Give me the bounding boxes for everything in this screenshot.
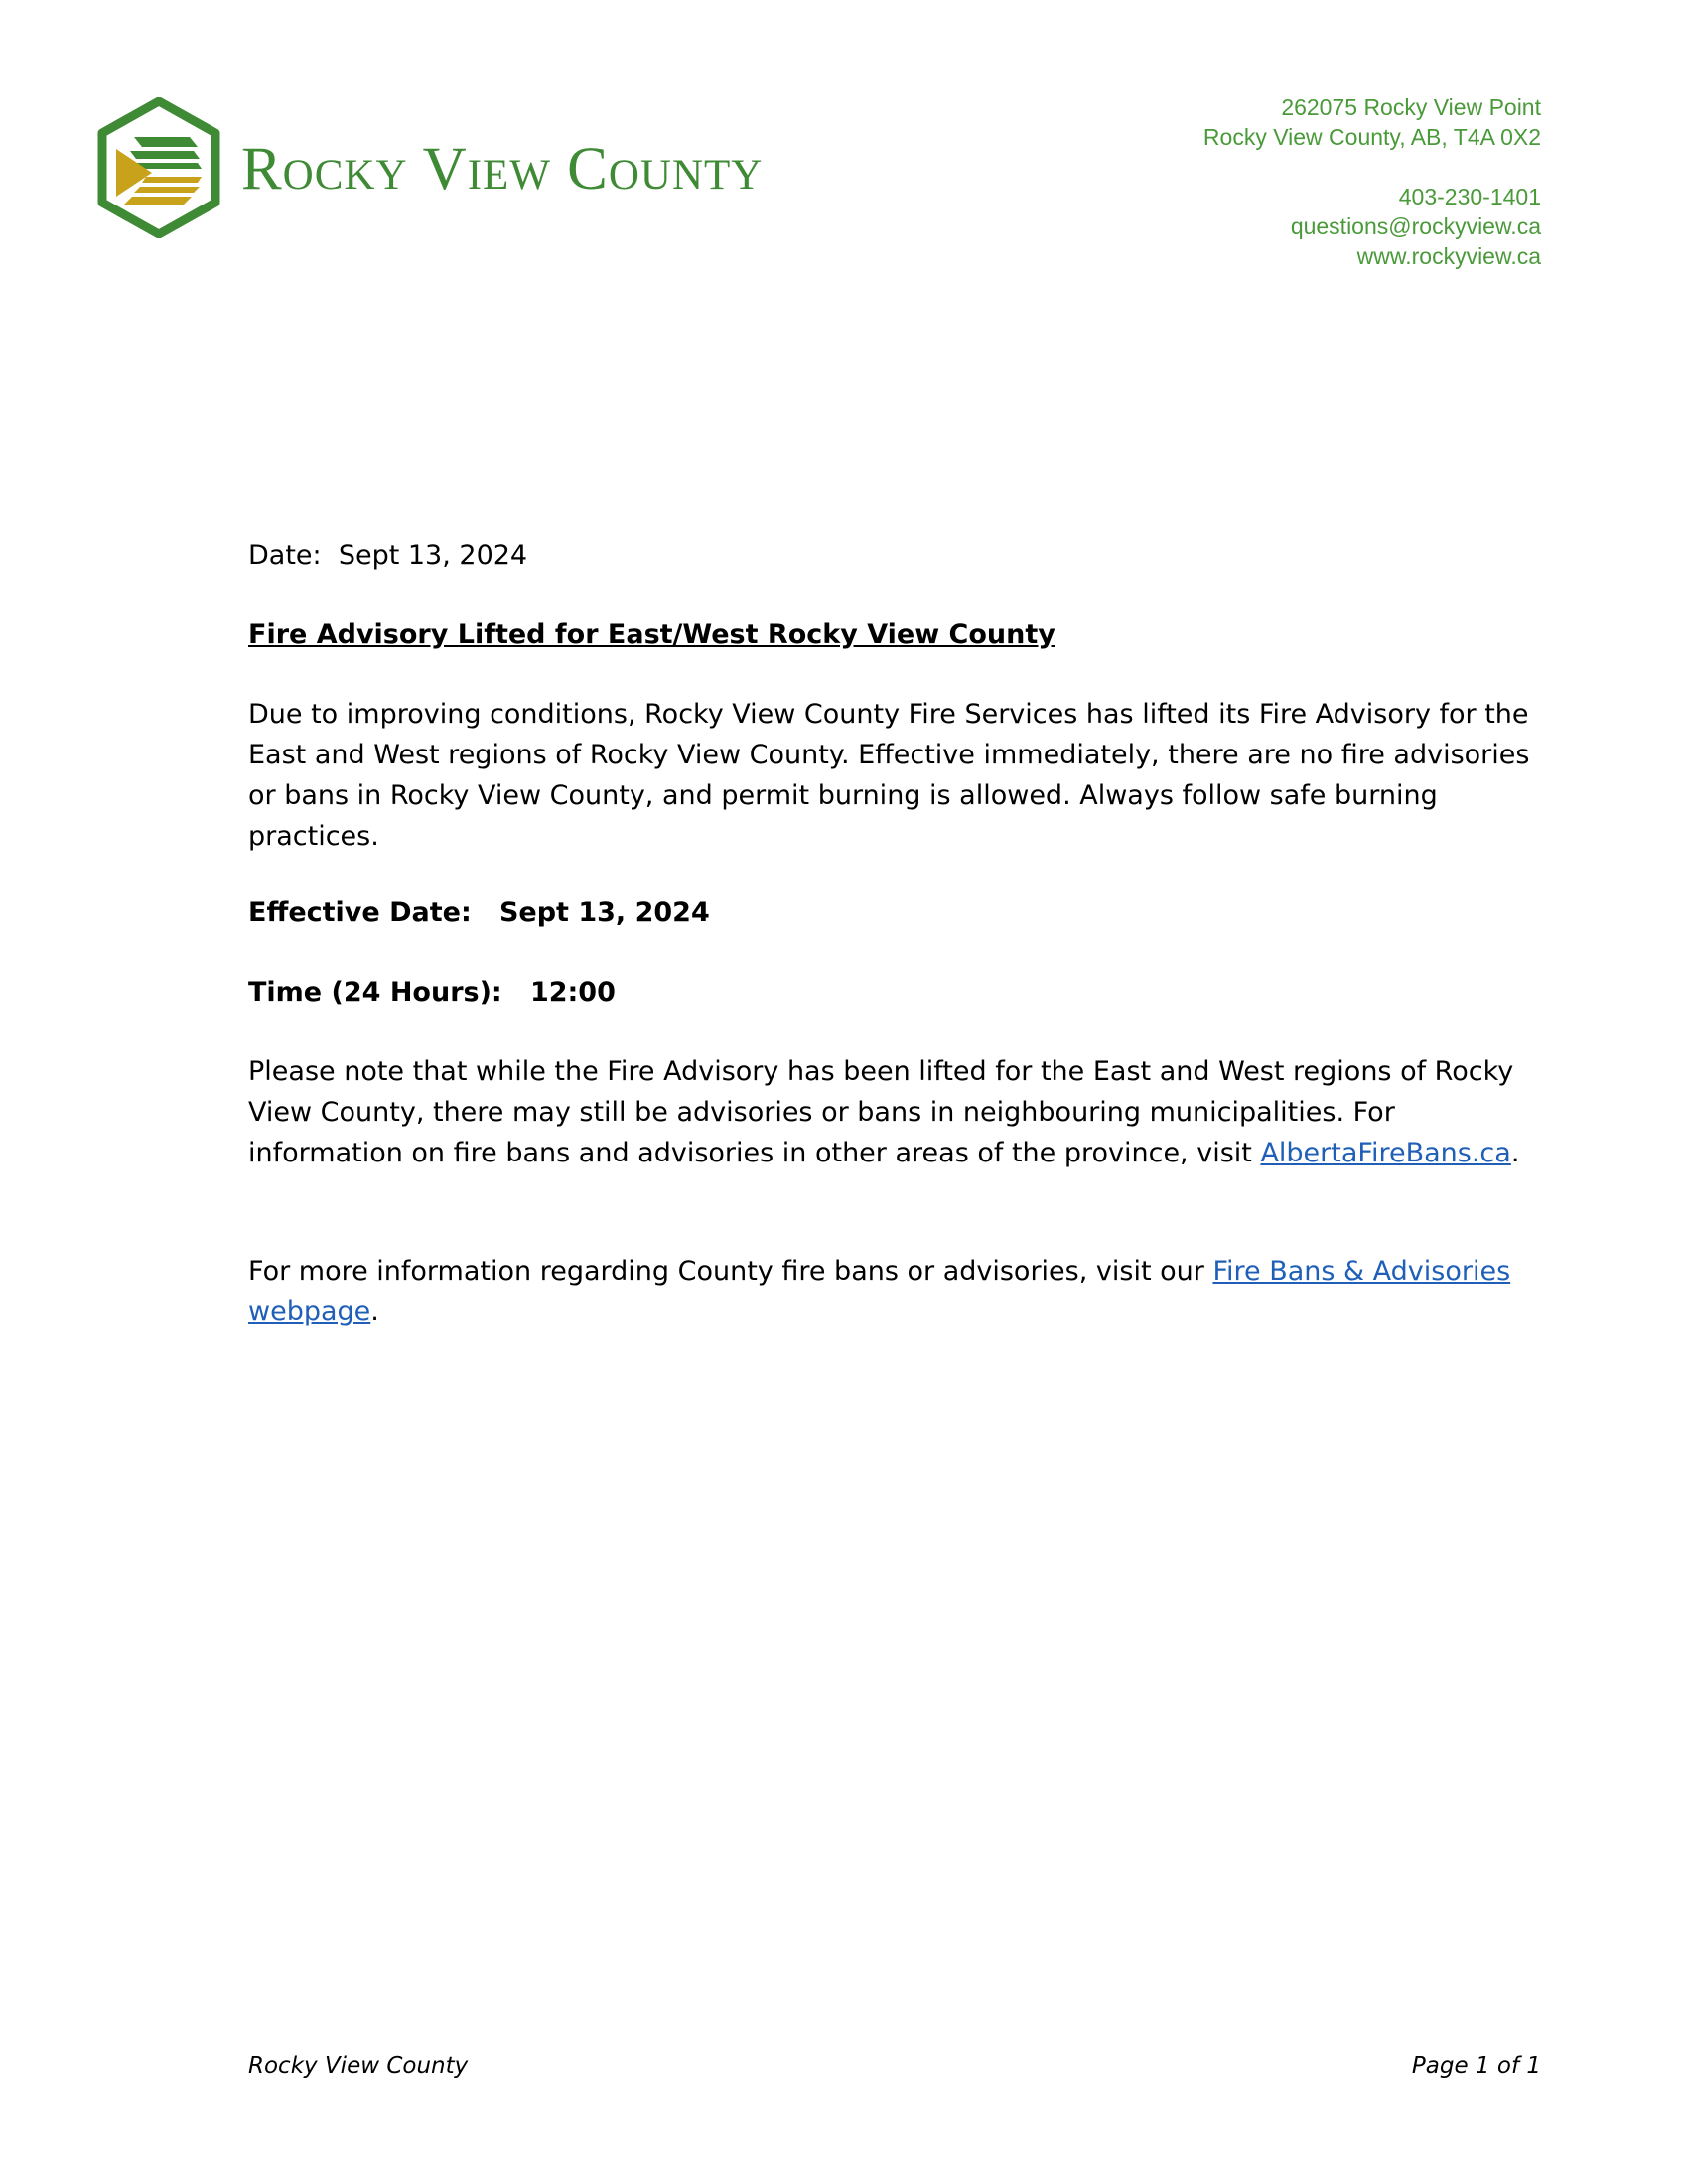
- paragraph-1-line: practices.: [248, 821, 379, 852]
- fire-bans-advisories-link[interactable]: Fire Bans & Advisories: [1212, 1256, 1511, 1287]
- org-name-wordmark: Rocky View County: [241, 136, 764, 203]
- webpage-link[interactable]: webpage: [248, 1297, 371, 1327]
- address-line-2: Rocky View County, AB, T4A 0X2: [1202, 124, 1541, 150]
- paragraph-1: [248, 694, 1549, 857]
- phone-number: 403-230-1401: [1398, 184, 1541, 209]
- time-line: [248, 972, 1549, 1013]
- email-address: questions@rockyview.ca: [1290, 213, 1541, 239]
- paragraph-2: [248, 1051, 1549, 1173]
- footer-org-name: Rocky View County: [248, 2053, 469, 2079]
- effective-date-label: Effective Date:: [248, 897, 472, 928]
- paragraph-3-prefix: For more information regarding County fire bans or advisories, visit our: [248, 1256, 1213, 1287]
- paragraph-2-line: Please note that while the Fire Advisory has been lifted for the East and West regions of Rocky: [248, 1056, 1514, 1087]
- paragraph-1-line: Due to improving conditions, Rocky View County Fire Services has lifted its Fire Advisory for the: [248, 699, 1529, 730]
- alberta-fire-bans-link[interactable]: AlbertaFireBans.ca: [1260, 1138, 1511, 1168]
- paragraph-2-line-3: [248, 1133, 1549, 1173]
- paragraph-2-line: View County, there may still be advisories or bans in neighbouring municipalities. For: [248, 1097, 1395, 1128]
- paragraph-2-prefix: information on fire bans and advisories in other areas of the province, visit: [248, 1138, 1261, 1168]
- footer-page-number: Page 1 of 1: [1411, 2053, 1541, 2079]
- title-text: Fire Advisory Lifted for East/West Rocky View County: [248, 619, 1055, 650]
- effective-date-line: [248, 892, 1549, 933]
- time-value: 12:00: [529, 977, 616, 1008]
- website-url: www.rockyview.ca: [1356, 243, 1541, 269]
- document-title: [248, 614, 1549, 655]
- rocky-view-county-logo: [94, 97, 223, 238]
- paragraph-3: [248, 1251, 1549, 1332]
- paragraph-2-suffix: .: [1510, 1138, 1520, 1168]
- date-label: Date:: [248, 540, 322, 571]
- paragraph-3-suffix: .: [370, 1297, 379, 1327]
- address-line-1: 262075 Rocky View Point: [1281, 94, 1541, 120]
- paragraph-1-line: East and West regions of Rocky View County. Effective immediately, there are no fire advisories: [248, 740, 1530, 770]
- date-value: Sept 13, 2024: [338, 540, 528, 571]
- date-line: [248, 535, 1549, 576]
- effective-date-value: Sept 13, 2024: [498, 897, 710, 928]
- paragraph-1-line: or bans in Rocky View County, and permit burning is allowed. Always follow safe burning: [248, 780, 1438, 811]
- time-label: Time (24 Hours):: [248, 977, 502, 1008]
- contact-block: [1203, 92, 1541, 271]
